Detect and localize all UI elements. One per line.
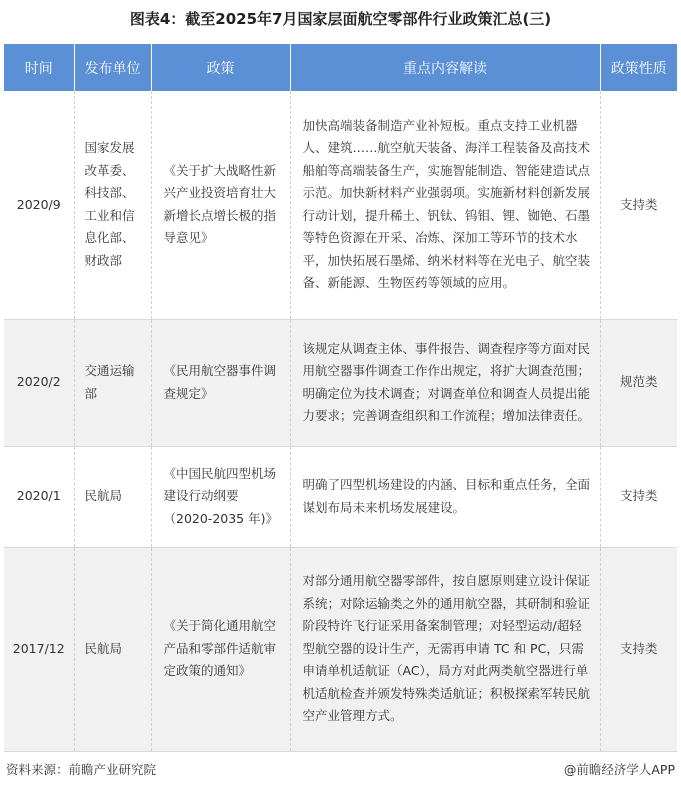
header-unit: 发布单位 bbox=[74, 44, 151, 91]
table-row bbox=[4, 446, 677, 547]
page-title: 图表4：截至2025年7月国家层面航空零部件行业政策汇总(三) bbox=[129, 10, 552, 28]
cell-content: 该规定从调查主体、事件报告、调查程序等方面对民用航空器事件调查工作作出规定，将扩大调查范围；明确定位为技术调查；对调查单位和调查人员提出能力要求；完善调查组织和工作流程；增加法律责任。 bbox=[290, 319, 600, 446]
table-header-row bbox=[4, 44, 677, 91]
cell-policy: 《中国民航四型机场建设行动纲要（2020-2035 年)》 bbox=[151, 446, 290, 547]
cell-nature: 支持类 bbox=[600, 91, 677, 319]
cell-policy: 《关于扩大战略性新兴产业投资培育壮大新增长点增长极的指导意见》 bbox=[151, 91, 290, 319]
cell-date: 2020/1 bbox=[4, 446, 74, 547]
cell-date: 2020/2 bbox=[4, 319, 74, 446]
cell-content: 对部分通用航空器零部件，按自愿原则建立设计保证系统；对除运输类之外的通用航空器，其研制和验证阶段特许飞行证采用备案制管理；对轻型运动/超轻型航空器的设计生产，无需再申请 TC 和 PC，只需申请单机适航证（AC），局方对此两类航空器进行单机适航检查并颁发特殊类适航证；积极探索军转民航空产业管理方式。 bbox=[290, 547, 600, 751]
cell-nature: 规范类 bbox=[600, 319, 677, 446]
cell-policy: 《民用航空器事件调查规定》 bbox=[151, 319, 290, 446]
policy-table bbox=[4, 44, 677, 752]
table-row bbox=[4, 319, 677, 446]
cell-policy: 《关于简化通用航空产品和零部件适航审定政策的通知》 bbox=[151, 547, 290, 751]
cell-date: 2020/9 bbox=[4, 91, 74, 319]
source-note: 资料来源：前瞻产业研究院 bbox=[6, 762, 157, 777]
cell-unit: 民航局 bbox=[74, 446, 151, 547]
cell-nature: 支持类 bbox=[600, 547, 677, 751]
cell-content: 加快高端装备制造产业补短板。重点支持工业机器人、建筑……航空航天装备、海洋工程装备及高技术船舶等高端装备生产，实施智能制造、智能建造试点示范。加快新材料产业强弱项。实施新材料创新发展行动计划，提升稀土、钒钛、钨钼、锂、铷铯、石墨等特色资源在开采、冶炼、深加工等环节的技术水平，加快拓展石墨烯、纳米材料等在光电子、航空装备、新能源、生物医药等领域的应用。 bbox=[290, 91, 600, 319]
cell-unit: 民航局 bbox=[74, 547, 151, 751]
header-policy: 政策 bbox=[151, 44, 290, 91]
table-row bbox=[4, 547, 677, 751]
cell-content: 明确了四型机场建设的内涵、目标和重点任务，全面谋划布局未来机场发展建设。 bbox=[290, 446, 600, 547]
cell-nature: 支持类 bbox=[600, 446, 677, 547]
cell-unit: 国家发展改革委、科技部、工业和信息化部、财政部 bbox=[74, 91, 151, 319]
header-content: 重点内容解读 bbox=[290, 44, 600, 91]
brand-credit: @前瞻经济学人APP bbox=[563, 762, 675, 777]
cell-unit: 交通运输部 bbox=[74, 319, 151, 446]
cell-date: 2017/12 bbox=[4, 547, 74, 751]
table-row bbox=[4, 91, 677, 319]
header-nature: 政策性质 bbox=[600, 44, 677, 91]
header-time: 时间 bbox=[4, 44, 74, 91]
